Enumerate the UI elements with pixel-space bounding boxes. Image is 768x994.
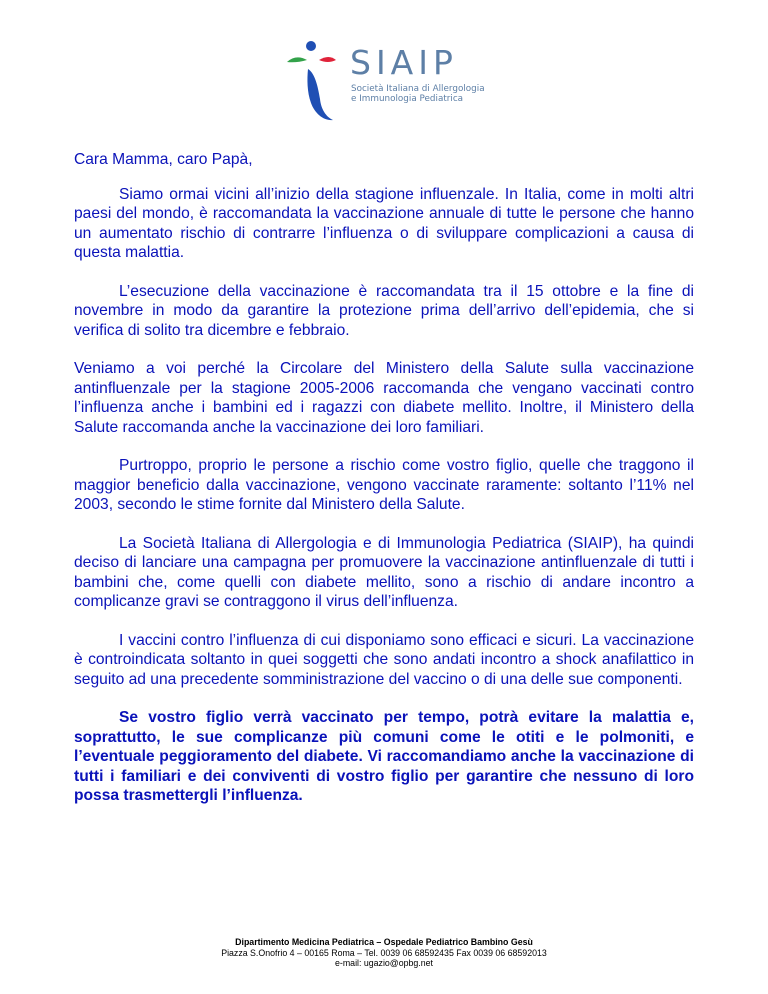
logo-subtitle-line1: Società Italiana di Allergologia [351, 84, 485, 94]
paragraph-3: Veniamo a voi perché la Circolare del Ministero della Salute sulla vaccinazione antinfluenzale per la stagione 2005-2006 raccomanda che vengano vaccinati contro l’influenza anche i bambini ed i ragazzi con diabete mellito. Inoltre, il Ministero della Salute raccomanda anche la vaccinazione dei loro familiari. [74, 360, 694, 436]
siaip-logo [282, 36, 492, 126]
footer [0, 937, 768, 969]
logo-subtitle-line2: e Immunologia Pediatrica [351, 94, 464, 104]
salutation: Cara Mamma, caro Papà, [74, 151, 253, 168]
paragraph-2: L’esecuzione della vaccinazione è raccomandata tra il 15 ottobre e la fine di novembre in modo da garantire la protezione prima dell’arrivo dell’epidemia, che si verifica di solito tra dicembre e febbraio. [74, 282, 694, 339]
paragraph-7-bold: Se vostro figlio verrà vaccinato per tempo, potrà evitare la malattia e, soprattutto, le sue complicanze più comuni come le otiti e le polmoniti, e l’eventuale peggioramento del diabete. Vi raccomandiamo anche la vaccinazione di tutti i familiari e dei conviventi di vostro figlio per garantire che nessuno di loro possa trasmettergli l’influenza. [74, 709, 694, 804]
logo-subtitle [351, 84, 485, 104]
siaip-logo-mark-icon [282, 36, 352, 122]
footer-department: Dipartimento Medicina Pediatrica – Ospedale Pediatrico Bambino Gesù [235, 937, 533, 947]
paragraph-6: I vaccini contro l’influenza di cui disponiamo sono efficaci e sicuri. La vaccinazione è controindicata soltanto in quei soggetti che sono andati incontro a shock anafilattico in seguito ad una precedente somministrazione del vaccino o di una delle sue componenti. [74, 631, 694, 688]
footer-email: e-mail: ugazio@opbg.net [335, 958, 433, 968]
letter-body [74, 150, 694, 825]
paragraph-1: Siamo ormai vicini all’inizio della stagione influenzale. In Italia, come in molti altri paesi del mondo, è raccomandata la vaccinazione annuale di tutte le persone che hanno un aumentato rischio di contrarre l’influenza o di sviluppare complicazioni a causa di questa malattia. [74, 185, 694, 261]
logo-name: SIAIP [350, 43, 458, 82]
paragraph-5: La Società Italiana di Allergologia e di Immunologia Pediatrica (SIAIP), ha quindi deciso di lanciare una campagna per promuovere la vaccinazione antinfluenzale di tutti i bambini che, come quelli con diabete mellito, sono a rischio di andare incontro a complicanze gravi se contraggono il virus dell’influenza. [74, 534, 694, 610]
paragraph-4: Purtroppo, proprio le persone a rischio come vostro figlio, quelle che traggono il maggior beneficio dalla vaccinazione, vengono vaccinate raramente: soltanto l’11% nel 2003, secondo le stime fornite dal Ministero della Salute. [74, 457, 694, 513]
footer-address: Piazza S.Onofrio 4 – 00165 Roma – Tel. 0039 06 68592435 Fax 0039 06 68592013 [221, 947, 547, 958]
